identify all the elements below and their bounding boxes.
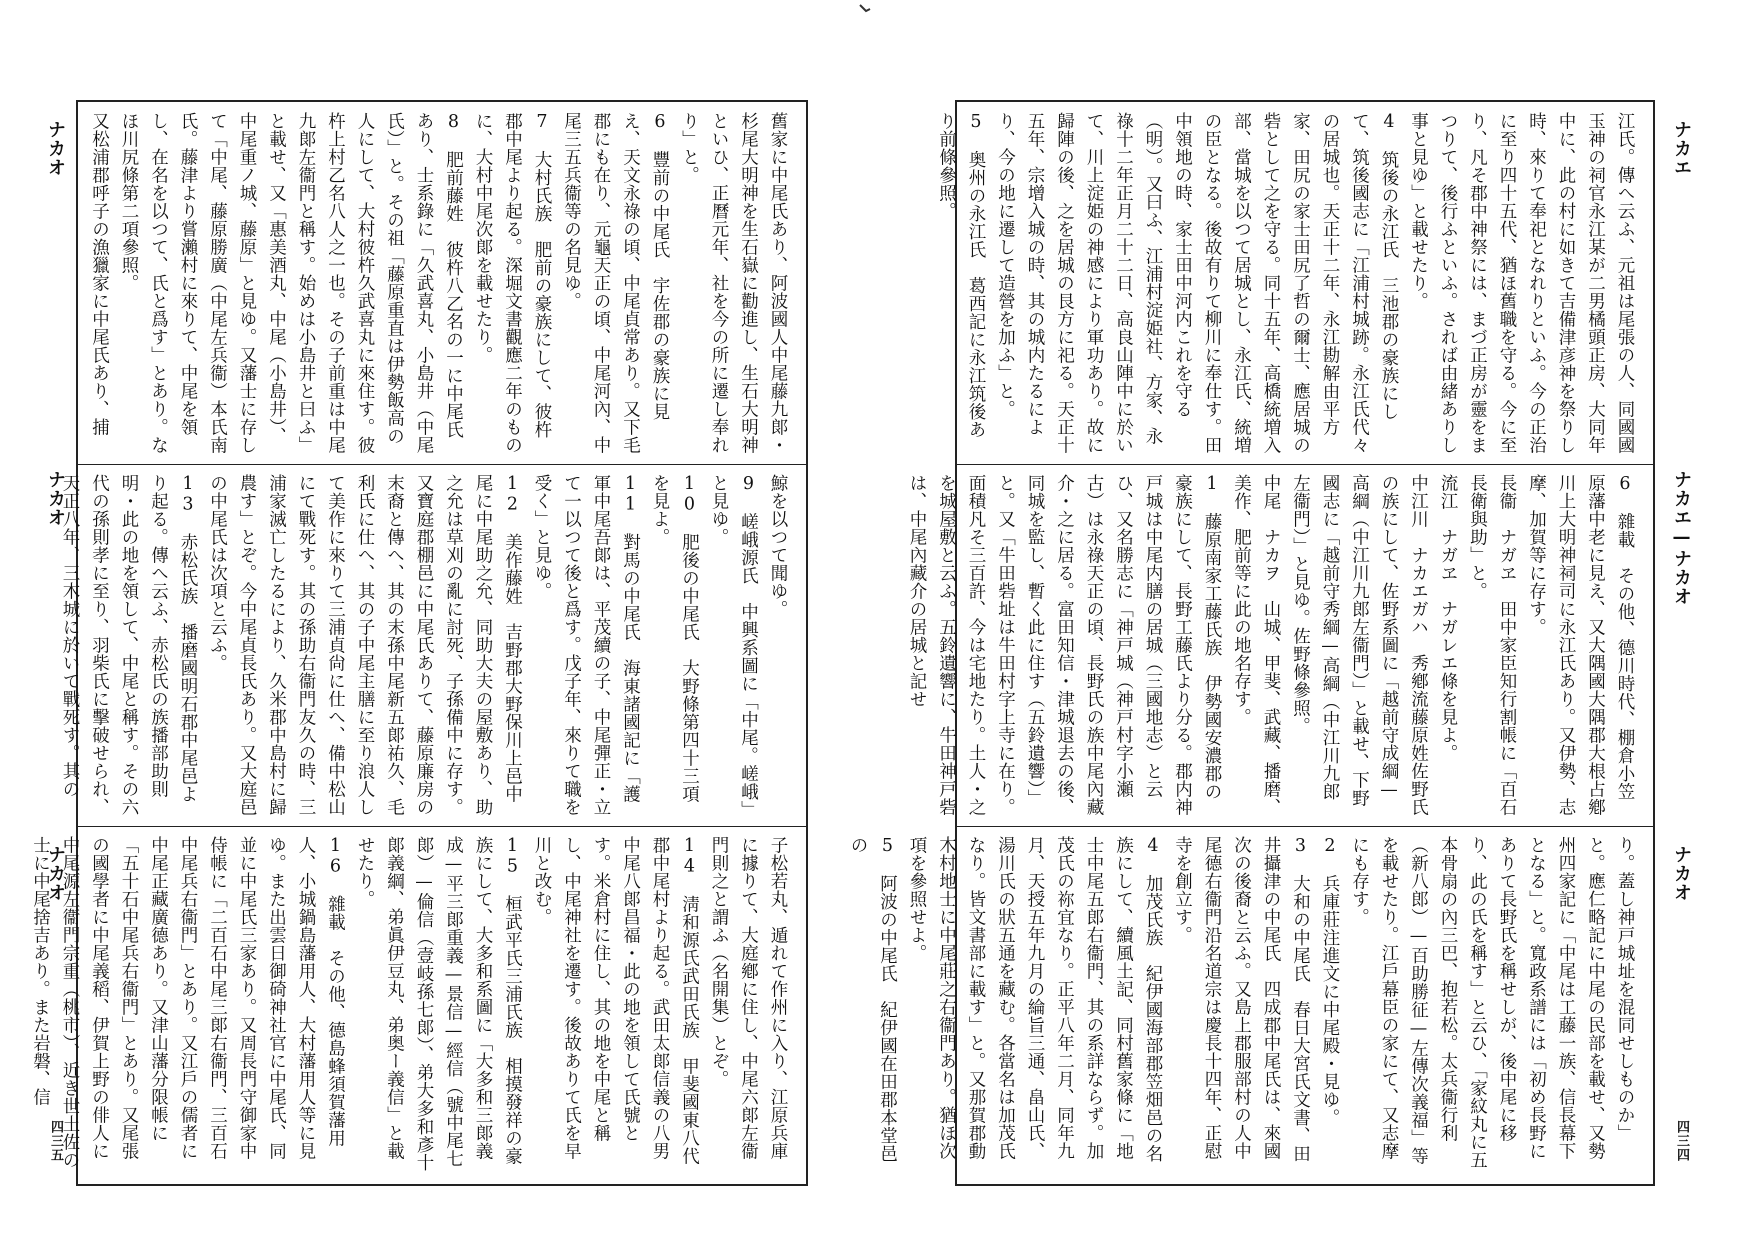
right-page-middle-section [907,464,1653,827]
left-page-middle-section [60,464,806,827]
running-head-middle: ナカオ [45,470,66,527]
running-head-top: ナカオ [45,120,66,177]
text-column: り。蓋し神戸城址を混同せしものか」と。應仁略記に中尾の民部を載せ、又勢州四家記に「中尾は工藤一族、信長幕下となる」と。寬政系譜には「初め長野にありて長野氏を稱せしが、後中尾に移り、此の氏を稱す」と云ひ、「家紋丸に五本骨扇の內三巴、抱若松。太兵衞行利（新八郎）—百助勝征—左傳次義福」等を載せたり。江戶幕臣の家にて、又志摩にも存す。 2 兵庫莊注進文に中尾殿・見ゆ。 3 大和の中尾氏 春日大宮氏文書、田井攝津の中尾氏 四成郡中尾氏は、來國次の後裔と云ふ。又島上郡服部村の人中尾德右衞門沿名道宗は慶長十四年、正慰寺を創立す。 4 加茂氏族 紀伊國海部郡笠畑邑の名族にして、續風土記、同村舊家條に「地士中尾五郎右衞門、其の系詳ならず。加茂氏の祢宜なり。正平八年二月、同年九月、天授五年九月の綸旨三通、畠山氏、湯川氏の狀五通を藏む。各當名は加茂氏なり。皆文書部に載す」と。又那賀郡動木村地士に中尾莊之右衞門あり。猶ほ次項を參照せよ。 5 阿波の中尾氏 紀伊國在田郡本堂邑の [848,836,1635,1170]
left-page-upper-section [78,102,806,465]
text-column: 子松若丸、遁れて作州に入り、江原兵庫に據りて、大庭鄕に住し、中尾六郞左衞門則之と謂ふ（名開集）とぞ。 14 淸和源氏武田氏族 甲斐國東八代郡中尾村より起る。武田太郞信義の八男中尾八郞昌福・此の地を領して氏號とす。米倉村に住し、其の地を中尾と稱し、中尾神社を遷す。後故ありて氏を早川と改む。 15 桓武平氏三浦氏族 相摸發祥の豪族にして、大多和系圖に「大多和三郞義成—平三郞重義—景信—經信（號中尾七郞）—倫信（壹岐孫七郞）、弟大多和彥十郞義綱、弟眞伊豆丸、弟奥ー義信」と載せたり。 16 雜載 その他、德島蜂須賀藩用人、小城鍋島藩用人、大村藩用人等に見ゆ。また出雲日御碕神社官に中尾氏、同並に中尾氏三家あり。又周長門守御家中侍帳に「二百石中尾三郞右衞門、三百石中尾兵右衞門」とあり。又江戶の儒者に中尾正藏廣德あり。又津山藩分限帳に「五十石中尾兵右衞門」とあり。又尾張の國學者に中尾義稻、伊賀上野の俳人に中尾源左衞門宗重（桃市）、近き世土佐の士に中尾捨吉あり。また岩磐、信 [30,836,788,1172]
right-page-lower-section [848,826,1653,1186]
running-head-bottom: ナカオ [45,845,66,902]
right-page-upper-section [936,102,1653,465]
text-column: 鯨を以つて聞ゆ。 9 嵯峨源氏 中興系圖に「中尾。嵯峨」と見ゆ。 10 肥後の中尾氏 大野條第四十三項を見よ。 11 對馬の中尾氏 海東諸國記に「護軍中尾吾郞は、平茂續の子、中尾彈正・立て一以つて後と爲す。戊子年、來りて職を受く」と見ゆ。 12 美作藤姓 吉野郡大野保川上邑中尾に中尾助之允、同助大夫の屋敷あり、助之允は草刈の亂に討死、子孫備中に存す。又寶庭郡棚邑に中尾氏ありて、藤原廉房の末裔と傳へ、其の末孫中尾新五郞祐久、毛利氏に仕へ、其の子中尾主膳に至り浪人して美作に來りて三浦貞尙に仕へ、備中松山にて戰死す。其の孫助右衞門友久の時、三浦家滅亡したるにより、久米郡中島村に歸農す」とぞ。今中尾貞長氏あり。又大庭邑の中尾氏は次項と云ふ。 13 赤松氏族 播磨國明石郡中尾邑より起る。傳へ云ふ、赤松氏の族播部助則明・此の地を領して、中尾と稱す。その六代の孫則孝に至り、羽柴氏に擊破せられ、天正八年、三木城に於いて戰死す。其の [60,474,788,816]
page-number: 四三四 [1674,1120,1689,1162]
running-head-top: ナカエ [1671,120,1692,177]
page-corner-mark [858,0,872,12]
page-number: 四三五 [48,1120,63,1162]
text-column: 舊家に中尾氏あり、阿波國人中尾藤九郞・杉尾大明神を生石嶽に勸進し、生石大明神といひ、正曆元年、社を今の所に遷し奉れり」と。 6 豐前の中尾氏 宇佐郡の豪族に見え、天文永祿の頃、中尾貞常あり。又下毛郡にも在り、元龜天正の頃、中尾河內、中尾三五兵衞等の名見ゆ。 7 大村氏族 肥前の豪族にして、彼杵郡中尾より起る。深堀文書觀應二年のものに、大村中尾次郞を載せたり。 8 肥前藤姓 彼杵八乙名の一に中尾氏あり、士系錄に「久武喜丸、小島井（中尾氏）」と。その祖「藤原重直は伊勢飯高の人にして、大村彼杵久武喜丸に來住す。彼杵上村乙名八人之一也。その子前重は中尾九郞左衞門と稱す。始めは小島井と曰ふ」と載せ、又「惠美酒丸、中尾（小島井）、中尾重ノ城、藤原」と見ゆ。又藩士に存して「中尾、藤原勝廣（中尾左兵衞）本氏南氏。藤津より嘗瀨村に來りて、中尾を領し、在名を以つて、氏と爲す」とあり。なほ川尻條第二項參照。 又松浦郡呼子の漁獵家に中尾氏あり、捕 [89,112,788,454]
running-head-middle: ナカエ—ナカオ [1671,470,1692,606]
right-page [848,100,1655,1186]
text-column: 江氏。傳へ云ふ、元祖は尾張の人、同國國玉神の祠官永江某が二男橘頭正房、大同年中に、此の村に如きて吉備津彦神を祭りし時、來りて奉祀となれりといふ。今の正治に至り四十五代、猶ほ舊職を守る。今に至り、凡そ郡中神祭には、まづ正房が靈をまつりて、後行ふといふ。されば由緒ありし事と見ゆ」と載せたり。 4 筑後の永江氏 三池郡の豪族にして、筑後國志に「江浦村城跡。永江氏代々の居城也。天正十二年、永江勘解由平方家、田尻の家士田尻了哲の爾士、應居城の砦として之を守る。同十五年、高橋統増入部、當城を以つて居城とし、永江氏、統増の臣となる。後故有りて柳川に奉仕す。田中領地の時、家士田中河内これを守る（明）。又曰ふ、江浦村淀姫社、方家、永祿十二年正月二十二日、高良山陣中に於いて、川上淀姫の神感により軍功あり。故に歸陣の後、之を居城の艮方に祀る。天正十五年、宗增入城の時、其の城内たるにより、今の地に遷して造營を加ふ」と。 5 奥州の永江氏 葛西記に永江筑後あり前條參照。 [936,112,1635,454]
text-column: 6 雜載 その他、德川時代、棚倉小笠原藩中老に見え、又大隅國大隅郡大根占鄕川上大明神祠司に永江氏あり。又伊勢、志摩、加賀等に存す。 長衞 ナガヱ 田中家臣知行割帳に「百石長衛與助」と。 流江 ナガヱ ナガレエ條を見よ。 中江川 ナカエガハ 秀鄕流藤原姓佐野氏の族にして、佐野系圖に「越前守成綱—高綱（中江川九郎左衞門）」と載せ、下野國志に「越前守秀綱—高綱（中江川九郎左衞門）」と見ゆ。佐野條參照。 中尾 ナカヲ 山城、甲斐、武藏、播磨、美作、肥前等に此の地名存す。 1 藤原南家工藤氏族 伊勢國安濃郡の豪族にして、長野工藤氏より分る。郡内神戸城は中尾内膳の居城（三國地志）と云ひ、又名勝志に「神戸城（神戸村字小瀬古）は永祿天正の頃、長野氏の族中尾內藏介・之に居る。富田知信・津城退去の後、同城を監し、暫く此に住す（五鈴遺響）」と。又「牛田砦址は牛田村字上寺に在り。面積凡そ三百許、今は宅地たり。土人・之を城屋敷と云ふ。五鈴遺響に、牛田神戸砦は、中尾內藏介の居城と記せ [907,474,1635,816]
running-head-bottom: ナカオ [1671,845,1692,902]
